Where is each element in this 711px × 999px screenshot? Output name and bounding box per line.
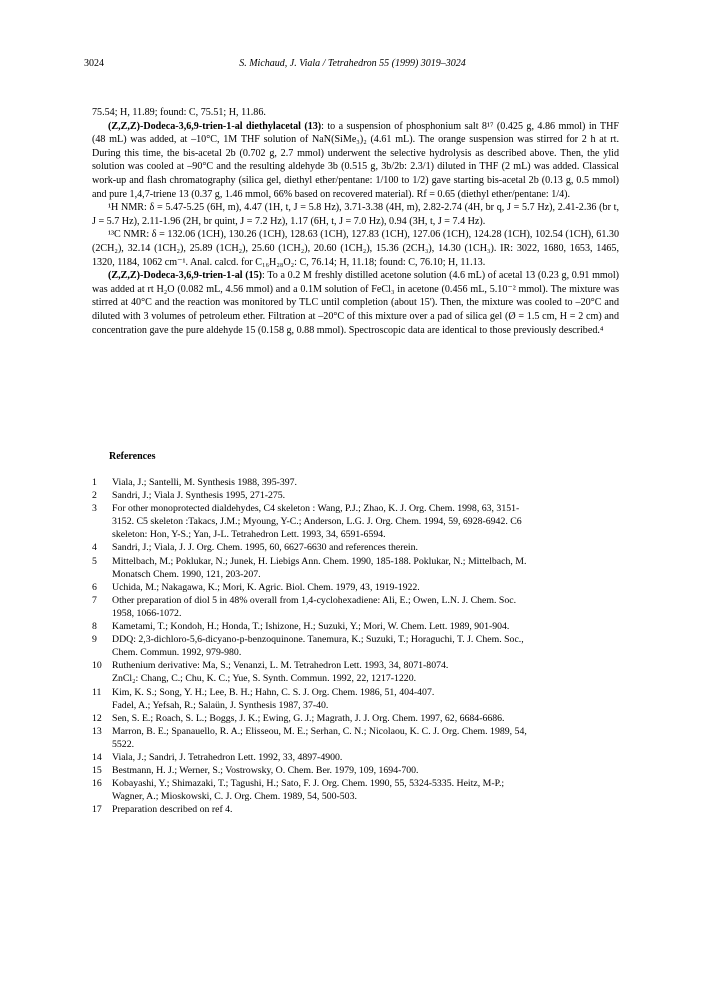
reference-item [92, 659, 619, 685]
reference-item [92, 476, 619, 489]
paragraph-compound-15 [92, 269, 619, 337]
reference-line: Viala, J.; Sandri, J. Tetrahedron Lett. 1992, 33, 4897-4900. [112, 751, 343, 763]
reference-number: 5 [92, 555, 97, 567]
reference-line: Kim, K. S.; Song, Y. H.; Lee, B. H.; Hahn, C. S. J. Org. Chem. 1986, 51, 404-407. [112, 686, 435, 698]
reference-line: Sandri, J.; Viala, J. J. Org. Chem. 1995, 60, 6627-6630 and references therein. [112, 542, 418, 554]
reference-item [92, 725, 619, 751]
reference-number: 7 [92, 594, 97, 606]
reference-line: For other monoprotected dialdehydes, C4 skeleton : Wang, P.J.; Zhao, K. J. Org. Chem. 1998, 63, 3151- [112, 503, 520, 515]
reference-item [92, 541, 619, 554]
reference-text [112, 712, 619, 725]
reference-number: 2 [92, 490, 97, 502]
reference-number: 4 [92, 542, 97, 554]
reference-number: 12 [92, 712, 102, 724]
reference-line: Other preparation of diol 5 in 48% overall from 1,4-cyclohexadiene: Ali, E.; Owen, L.N. J. Chem. Soc. [112, 594, 517, 606]
c-nmr-data: ¹³C NMR: δ = 132.06 (1CH), 130.26 (1CH), 128.63 (1CH), 127.83 (1CH), 127.06 (1CH), 124.28 (1CH), 102.54 (1CH), 61.30 (2CH₂), 32.14 (1CH₂), 25.89 (1CH₂), 25.60 (1CH₂), 20.60 (1CH₂), 15.36 (2CH₃), 14.30 (1CH₃). IR: 3022, 1680, 1653, 1465, 1320, 1184, 1062 cm⁻¹. Anal. calcd. for C₁₆H₂₈O₂: C, 76.14; H, 11.18; found: C, 76.10; H, 11.13. [92, 229, 619, 268]
reference-text [112, 633, 619, 659]
reference-number: 16 [92, 778, 102, 790]
running-title: S. Michaud, J. Viala / Tetrahedron 55 (1999) 3019–3024 [239, 58, 466, 69]
reference-line: 3152. C5 skeleton :Takacs, J.M.; Myoung, Y-C.; Anderson, L.G. J. Org. Chem. 1994, 59, 6928-6942. C6 [112, 516, 522, 528]
reference-number: 13 [92, 725, 102, 737]
reference-line: DDQ: 2,3-dichloro-5,6-dicyano-p-benzoquinone. Tanemura, K.; Suzuki, T.; Horaguchi, T. J. Chem. Soc., [112, 634, 524, 646]
reference-item [92, 712, 619, 725]
reference-item [92, 777, 619, 803]
continued-line: 75.54; H, 11.89; found: C, 75.51; H, 11.86. [92, 107, 266, 118]
reference-text [112, 803, 619, 816]
page-number: 3024 [84, 58, 104, 69]
reference-item [92, 751, 619, 764]
reference-line: Monatsch Chem. 1990, 121, 203-207. [112, 568, 261, 580]
reference-line: 5522. [112, 738, 135, 750]
compound-13-title: (Z,Z,Z)-Dodeca-3,6,9-trien-1-al diethylacetal (13) [108, 120, 322, 132]
reference-number: 8 [92, 621, 97, 633]
references-list [92, 476, 619, 816]
references-heading: References [109, 451, 156, 462]
reference-line: Uchida, M.; Nakagawa, K.; Mori, K. Agric. Biol. Chem. 1979, 43, 1919-1922. [112, 581, 420, 593]
reference-text [112, 777, 619, 803]
reference-line: 1958, 1066-1072. [112, 607, 182, 619]
compound-15-title: (Z,Z,Z)-Dodeca-3,6,9-trien-1-al (15) [108, 270, 263, 282]
reference-item [92, 555, 619, 581]
reference-line: ZnCl₂: Chang, C.; Chu, K. C.; Yue, S. Synth. Commun. 1992, 22, 1217-1220. [112, 673, 417, 685]
reference-line: Sen, S. E.; Roach, S. L.; Boggs, J. K.; Ewing, G. J.; Magrath, J. J. Org. Chem. 1997, 62, 6684-6686. [112, 712, 505, 724]
reference-number: 6 [92, 581, 97, 593]
reference-item [92, 489, 619, 502]
reference-item [92, 620, 619, 633]
reference-text [112, 581, 619, 594]
reference-item [92, 502, 619, 541]
reference-line: Bestmann, H. J.; Werner, S.; Vostrowsky, O. Chem. Ber. 1979, 109, 1694-700. [112, 765, 419, 777]
compound-13-text: : to a suspension of phosphonium salt 8¹⁷ (0.425 g, 4.86 mmol) in THF (48 mL) was added, at –10°C, 1M THF solution of NaN(SiMe₃)₂ (4.61 mL). The orange suspension was stirred for 2 h at rt. During this time, the bis-acetal 2b (0.702 g, 2.7 mmol) underwent the selective hydrolysis as described above. Then, the ylid solution was cooled at –90°C and the resulting aldehyde 3b (0.515 g, 3b/2b: 2.3/1) diluted in THF (2 mL) was added. Classical work-up and flash chromatography (silica gel, diethyl ether/pentane: 1/100 to 1/2) gave starting bis-acetal 2b (0.13 g, 0.5 mmol) and pure 1,4,7-triene 13 (0.37 g, 1.46 mmol, 66% based on recovered material). Rf = 0.65 (diethyl ether/pentane: 1/4). [92, 120, 619, 200]
reference-text [112, 541, 619, 554]
compound-15-text: : To a 0.2 M freshly distilled acetone solution (4.6 mL) of acetal 13 (0.23 g, 0.91 mmol) was added at rt H₂O (0.082 mL, 4.56 mmol) and a 0.1M solution of FeCl₃ in acetone (0.456 mL, 5.10⁻² mmol). The mixture was stirred at 40°C and the reaction was monitored by TLC until completion (about 15'). Then, the mixture was cooled to –20°C and diluted with 3 volumes of petroleum ether. Filtration at –20°C of this mixture over a pad of silica gel (Ø = 1.5 cm, H = 2 cm) and concentration gave the pure aldehyde 15 (0.158 g, 0.88 mmol). Spectroscopic data are identical to those previously described.⁴ [92, 270, 619, 336]
reference-text [112, 725, 619, 751]
reference-line: Marron, B. E.; Spanauello, R. A.; Elisseou, M. E.; Serhan, C. N.; Nicolaou, K. C. J. Org. Chem. 1989, 54, [112, 725, 527, 737]
reference-number: 9 [92, 634, 97, 646]
reference-line: Fadel, A.; Yefsah, R.; Salaün, J. Synthesis 1987, 37-40. [112, 699, 329, 711]
h-nmr-data: ¹H NMR: δ = 5.47-5.25 (6H, m), 4.47 (1H, t, J = 5.8 Hz), 3.71-3.38 (4H, m), 2.82-2.74 (4H, br q, J = 5.7 Hz), 2.41-2.36 (br t, J = 5.7 Hz), 2.11-1.96 (2H, br quint, J = 7.2 Hz), 1.17 (6H, t, J = 7.0 Hz), 0.94 (3H, t, J = 7.4 Hz). [92, 202, 619, 227]
reference-number: 17 [92, 804, 102, 816]
reference-line: Viala, J.; Santelli, M. Synthesis 1988, 395-397. [112, 477, 298, 488]
reference-text [112, 555, 619, 581]
reference-number: 3 [92, 503, 97, 515]
reference-item [92, 686, 619, 712]
reference-item [92, 633, 619, 659]
reference-item [92, 594, 619, 620]
reference-item [92, 581, 619, 594]
reference-line: Sandri, J.; Viala J. Synthesis 1995, 271-275. [112, 490, 286, 502]
reference-text [112, 594, 619, 620]
reference-number: 14 [92, 751, 102, 763]
reference-text [112, 764, 619, 777]
reference-line: Ruthenium derivative: Ma, S.; Venanzi, L. M. Tetrahedron Lett. 1993, 34, 8071-8074. [112, 660, 449, 672]
reference-text [112, 620, 619, 633]
reference-text [112, 686, 619, 712]
reference-line: Mittelbach, M.; Poklukar, N.; Junek, H. Liebigs Ann. Chem. 1990, 185-188. Poklukar, N.; Mittelbach, M. [112, 555, 527, 567]
reference-text [112, 502, 619, 541]
reference-number: 1 [92, 477, 97, 488]
reference-text [112, 489, 619, 502]
reference-line: Kametami, T.; Kondoh, H.; Honda, T.; Ishizone, H.; Suzuki, Y.; Mori, W. Chem. Lett. 1989, 901-904. [112, 621, 510, 633]
reference-text [112, 659, 619, 685]
experimental-text [92, 106, 619, 337]
paragraph-compound-13 [92, 120, 619, 202]
reference-text [112, 476, 619, 489]
page-header [84, 58, 621, 72]
reference-line: Preparation described on ref 4. [112, 804, 233, 816]
reference-line: Kobayashi, Y.; Shimazaki, T.; Tagushi, H.; Sato, F. J. Org. Chem. 1990, 55, 5324-5335. Heitz, M-P.; [112, 778, 505, 790]
reference-line: Chem. Commun. 1992, 979-980. [112, 647, 242, 659]
reference-number: 15 [92, 765, 102, 777]
reference-item [92, 803, 619, 816]
reference-item [92, 764, 619, 777]
reference-text [112, 751, 619, 764]
reference-number: 11 [92, 686, 102, 698]
reference-line: skeleton: Hon, Y-S.; Yan, J-L. Tetrahedron Lett. 1993, 34, 6591-6594. [112, 529, 386, 541]
reference-number: 10 [92, 660, 102, 672]
reference-line: Wagner, A.; Mioskowski, C. J. Org. Chem. 1989, 54, 500-503. [112, 791, 357, 803]
